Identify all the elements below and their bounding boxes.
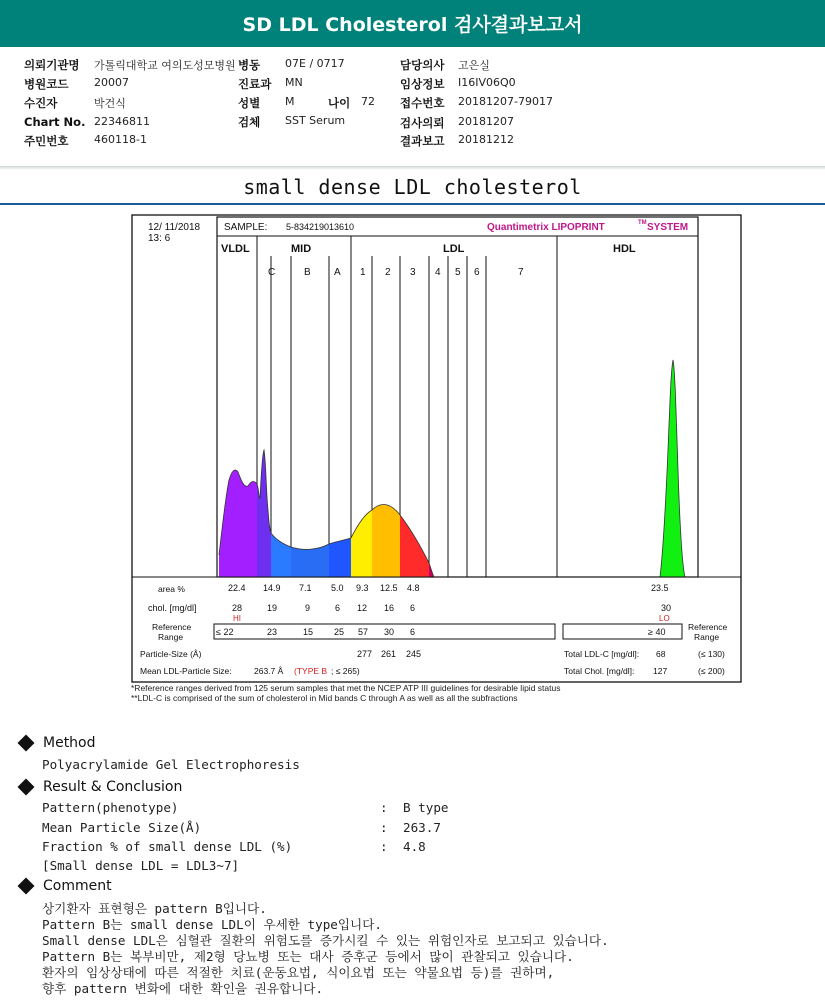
area-value: 7.1: [299, 583, 312, 593]
footnote-2: **LDL-C is comprised of the sum of cholesterol in Mid bands C through A as well as all the subfractions: [131, 693, 518, 703]
ref-value: 25: [334, 627, 345, 637]
chol-value: 19: [267, 603, 278, 613]
lipoprint-chart: [128, 210, 745, 738]
band-label-6: 6: [474, 267, 480, 278]
print-time: 13: 6: [148, 233, 171, 244]
band-group-vldl: VLDL: [221, 243, 250, 255]
age-label: 나이: [328, 96, 351, 110]
institution-label: 의뢰기관명: [24, 58, 80, 72]
sex-label: 성별: [238, 96, 261, 110]
department-label: 진료과: [238, 77, 272, 91]
trace-mid-b: [271, 533, 291, 577]
result-heading: [18, 779, 182, 795]
ref-value: 30: [384, 627, 395, 637]
particle-size: 245: [406, 649, 422, 659]
trace-vldl: [219, 470, 257, 577]
report-title: small dense LDL cholesterol: [243, 175, 582, 199]
result-value: 263.7: [403, 820, 441, 835]
band-label-c: C: [268, 267, 276, 278]
system-tm: TM: [638, 220, 647, 226]
mean-size-label: Mean LDL-Particle Size:: [140, 666, 232, 676]
area-value: 5.0: [331, 583, 344, 593]
particle-size: 277: [357, 649, 373, 659]
band-label-5: 5: [455, 267, 461, 278]
total-ldl-label: Total LDL-C [mg/dl]:: [564, 649, 640, 659]
comment-heading-text: Comment: [43, 878, 112, 894]
band-label-b: B: [304, 267, 311, 278]
band-label-7: 7: [518, 267, 524, 278]
reference-label-1: Reference: [152, 622, 192, 632]
institution-value: 가톨릭대학교 여의도성모병원: [94, 59, 236, 72]
chart-no-label: Chart No.: [24, 115, 86, 129]
report-date-label: 결과보고: [400, 134, 445, 148]
chol-value: 6: [410, 603, 416, 613]
ref-value-hdl: ≥ 40: [648, 627, 666, 637]
chol-value: 6: [335, 603, 341, 613]
chol-value: 16: [384, 603, 395, 613]
method-text: Polyacrylamide Gel Electrophoresis: [42, 757, 300, 772]
ref-value: 6: [410, 627, 416, 637]
specimen-value: SST Serum: [285, 114, 346, 127]
result-colon: :: [380, 800, 388, 815]
area-value: 14.9: [263, 583, 281, 593]
trace-mid-a: [329, 538, 351, 577]
chol-label: chol. [mg/dl]: [148, 603, 197, 613]
band-label-a: A: [334, 267, 341, 278]
band-group-mid: MID: [291, 243, 312, 255]
ref-value: 23: [267, 627, 278, 637]
comment-heading: [18, 878, 112, 894]
recipient-label: 수진자: [24, 96, 58, 110]
recipient-value: 박건식: [94, 97, 126, 110]
doctor-value: 고은실: [458, 59, 490, 72]
total-ldl-ref: (≤ 130): [698, 649, 725, 659]
band-group-ldl: LDL: [443, 243, 465, 255]
patient-info-panel: [0, 47, 825, 167]
method-heading: [18, 735, 96, 751]
comment-line: Pattern B는 small dense LDL이 우세한 type입니다.: [42, 917, 382, 932]
total-ldl-value: 68: [656, 649, 666, 659]
band-label-3: 3: [410, 267, 416, 278]
id-no-label: 주민번호: [24, 134, 69, 148]
band-group-hdl: HDL: [613, 243, 636, 255]
title-underline: [0, 203, 825, 205]
result-colon: :: [380, 820, 388, 835]
chol-value: 12: [357, 603, 368, 613]
area-value: 12.5: [380, 583, 398, 593]
band-label-4: 4: [435, 267, 441, 278]
diamond-bullet-icon: [18, 779, 35, 796]
system-name: Quantimetrix LIPOPRINT: [487, 222, 605, 233]
comment-line: Pattern B는 복부비만, 제2형 당뇨병 또는 대사 증후군 등에서 많이 관찰되고 있습니다.: [42, 949, 574, 964]
chol-values: [232, 603, 671, 623]
trace-mid-c: [257, 450, 271, 577]
report-header-bar: [0, 0, 825, 47]
request-date-label: 검사의뢰: [400, 116, 445, 130]
result-label: Pattern(phenotype): [42, 800, 179, 815]
footnote-1: *Reference ranges derived from 125 serum samples that met the NCEP ATP III guidelines for desirable lipid status: [131, 683, 561, 693]
result-value: 4.8: [403, 839, 426, 854]
sex-value: M: [285, 95, 295, 108]
ref-value: ≤ 22: [216, 627, 234, 637]
trace-ldl-3: [400, 515, 429, 577]
ref-value: 57: [358, 627, 369, 637]
id-no-value: 460118-1: [94, 133, 147, 146]
test-info-value: I16IV06Q0: [458, 76, 516, 89]
total-chol-value: 127: [653, 666, 668, 676]
type-ref: ; ≤ 265): [331, 666, 360, 676]
printout-frame: [132, 215, 741, 682]
report-header-title: SD LDL Cholesterol 검사결과보고서: [242, 14, 583, 36]
result-value: B type: [403, 800, 449, 815]
hospital-code-label: 병원코드: [24, 77, 69, 91]
report-date-value: 20181212: [458, 133, 514, 146]
diamond-bullet-icon: [18, 878, 35, 895]
trace-ldl-2: [372, 505, 400, 577]
print-date: 12/ 11/2018: [148, 222, 201, 233]
sample-id: 5-834219013610: [286, 222, 355, 232]
reference-label-right-2: Range: [694, 632, 720, 642]
area-label: area %: [158, 584, 185, 594]
comment-line: 향후 pattern 변화에 대한 확인을 권유합니다.: [42, 981, 324, 996]
area-values: [228, 583, 669, 593]
type-label: (TYPE B: [294, 666, 328, 676]
receipt-no-value: 20181207-79017: [458, 95, 553, 108]
reference-label-right-1: Reference: [688, 622, 728, 632]
total-chol-label: Total Chol. [mg/dl]:: [564, 666, 635, 676]
trace-outline: [219, 360, 685, 577]
particle-size: 261: [381, 649, 397, 659]
reference-values: [216, 627, 665, 637]
reference-label-2: Range: [158, 632, 184, 642]
receipt-no-label: 접수번호: [400, 96, 445, 110]
system-suffix: SYSTEM: [647, 222, 689, 233]
band-label-1: 1: [360, 267, 366, 278]
comment-line: 상기환자 표현형은 pattern B입니다.: [42, 901, 267, 916]
ward-label: 병동: [238, 58, 261, 72]
doctor-label: 담당의사: [400, 58, 445, 72]
chart-no-value: 22346811: [94, 115, 150, 128]
comment-line: 환자의 임상상태에 따른 적절한 치료(운동요법, 식이요법 또는 약물요법 등)를 권하며,: [42, 965, 555, 980]
result-label: Mean Particle Size(Å): [42, 820, 202, 835]
result-heading-text: Result & Conclusion: [43, 779, 183, 795]
lipoprint-printout: [128, 210, 745, 738]
diamond-bullet-icon: [18, 735, 35, 752]
sample-label: SAMPLE:: [224, 222, 268, 233]
department-value: MN: [285, 76, 303, 89]
hospital-code-value: 20007: [94, 76, 129, 89]
method-heading-text: Method: [43, 735, 96, 751]
section-divider: [0, 166, 825, 170]
test-info-label: 임상정보: [400, 77, 445, 91]
request-date-value: 20181207: [458, 115, 514, 128]
ward-value: 07E / 0717: [285, 57, 345, 70]
age-value: 72: [361, 95, 375, 108]
comment-line: Small dense LDL은 심혈관 질환의 위험도를 증가시킬 수 있는 위험인자로 보고되고 있습니다.: [42, 933, 609, 948]
result-note: [Small dense LDL = LDL3~7]: [42, 858, 240, 873]
chol-value-hdl: 30: [661, 603, 672, 613]
result-colon: :: [380, 839, 388, 854]
result-label: Fraction % of small dense LDL (%): [42, 839, 293, 854]
specimen-label: 검체: [238, 115, 261, 129]
area-value-hdl: 23.5: [651, 583, 669, 593]
area-value: 4.8: [407, 583, 420, 593]
particle-size-label: Particle-Size (Å): [140, 649, 202, 659]
hi-flag: HI: [233, 614, 241, 623]
ref-value: 15: [303, 627, 314, 637]
chol-value: 28: [232, 603, 243, 613]
lo-flag: LO: [659, 614, 670, 623]
band-label-2: 2: [385, 267, 391, 278]
area-value: 22.4: [228, 583, 246, 593]
mean-size-value: 263.7 Å: [254, 666, 284, 676]
area-value: 9.3: [356, 583, 369, 593]
density-trace: [219, 360, 685, 577]
chol-value: 9: [305, 603, 311, 613]
total-chol-ref: (≤ 200): [698, 666, 725, 676]
